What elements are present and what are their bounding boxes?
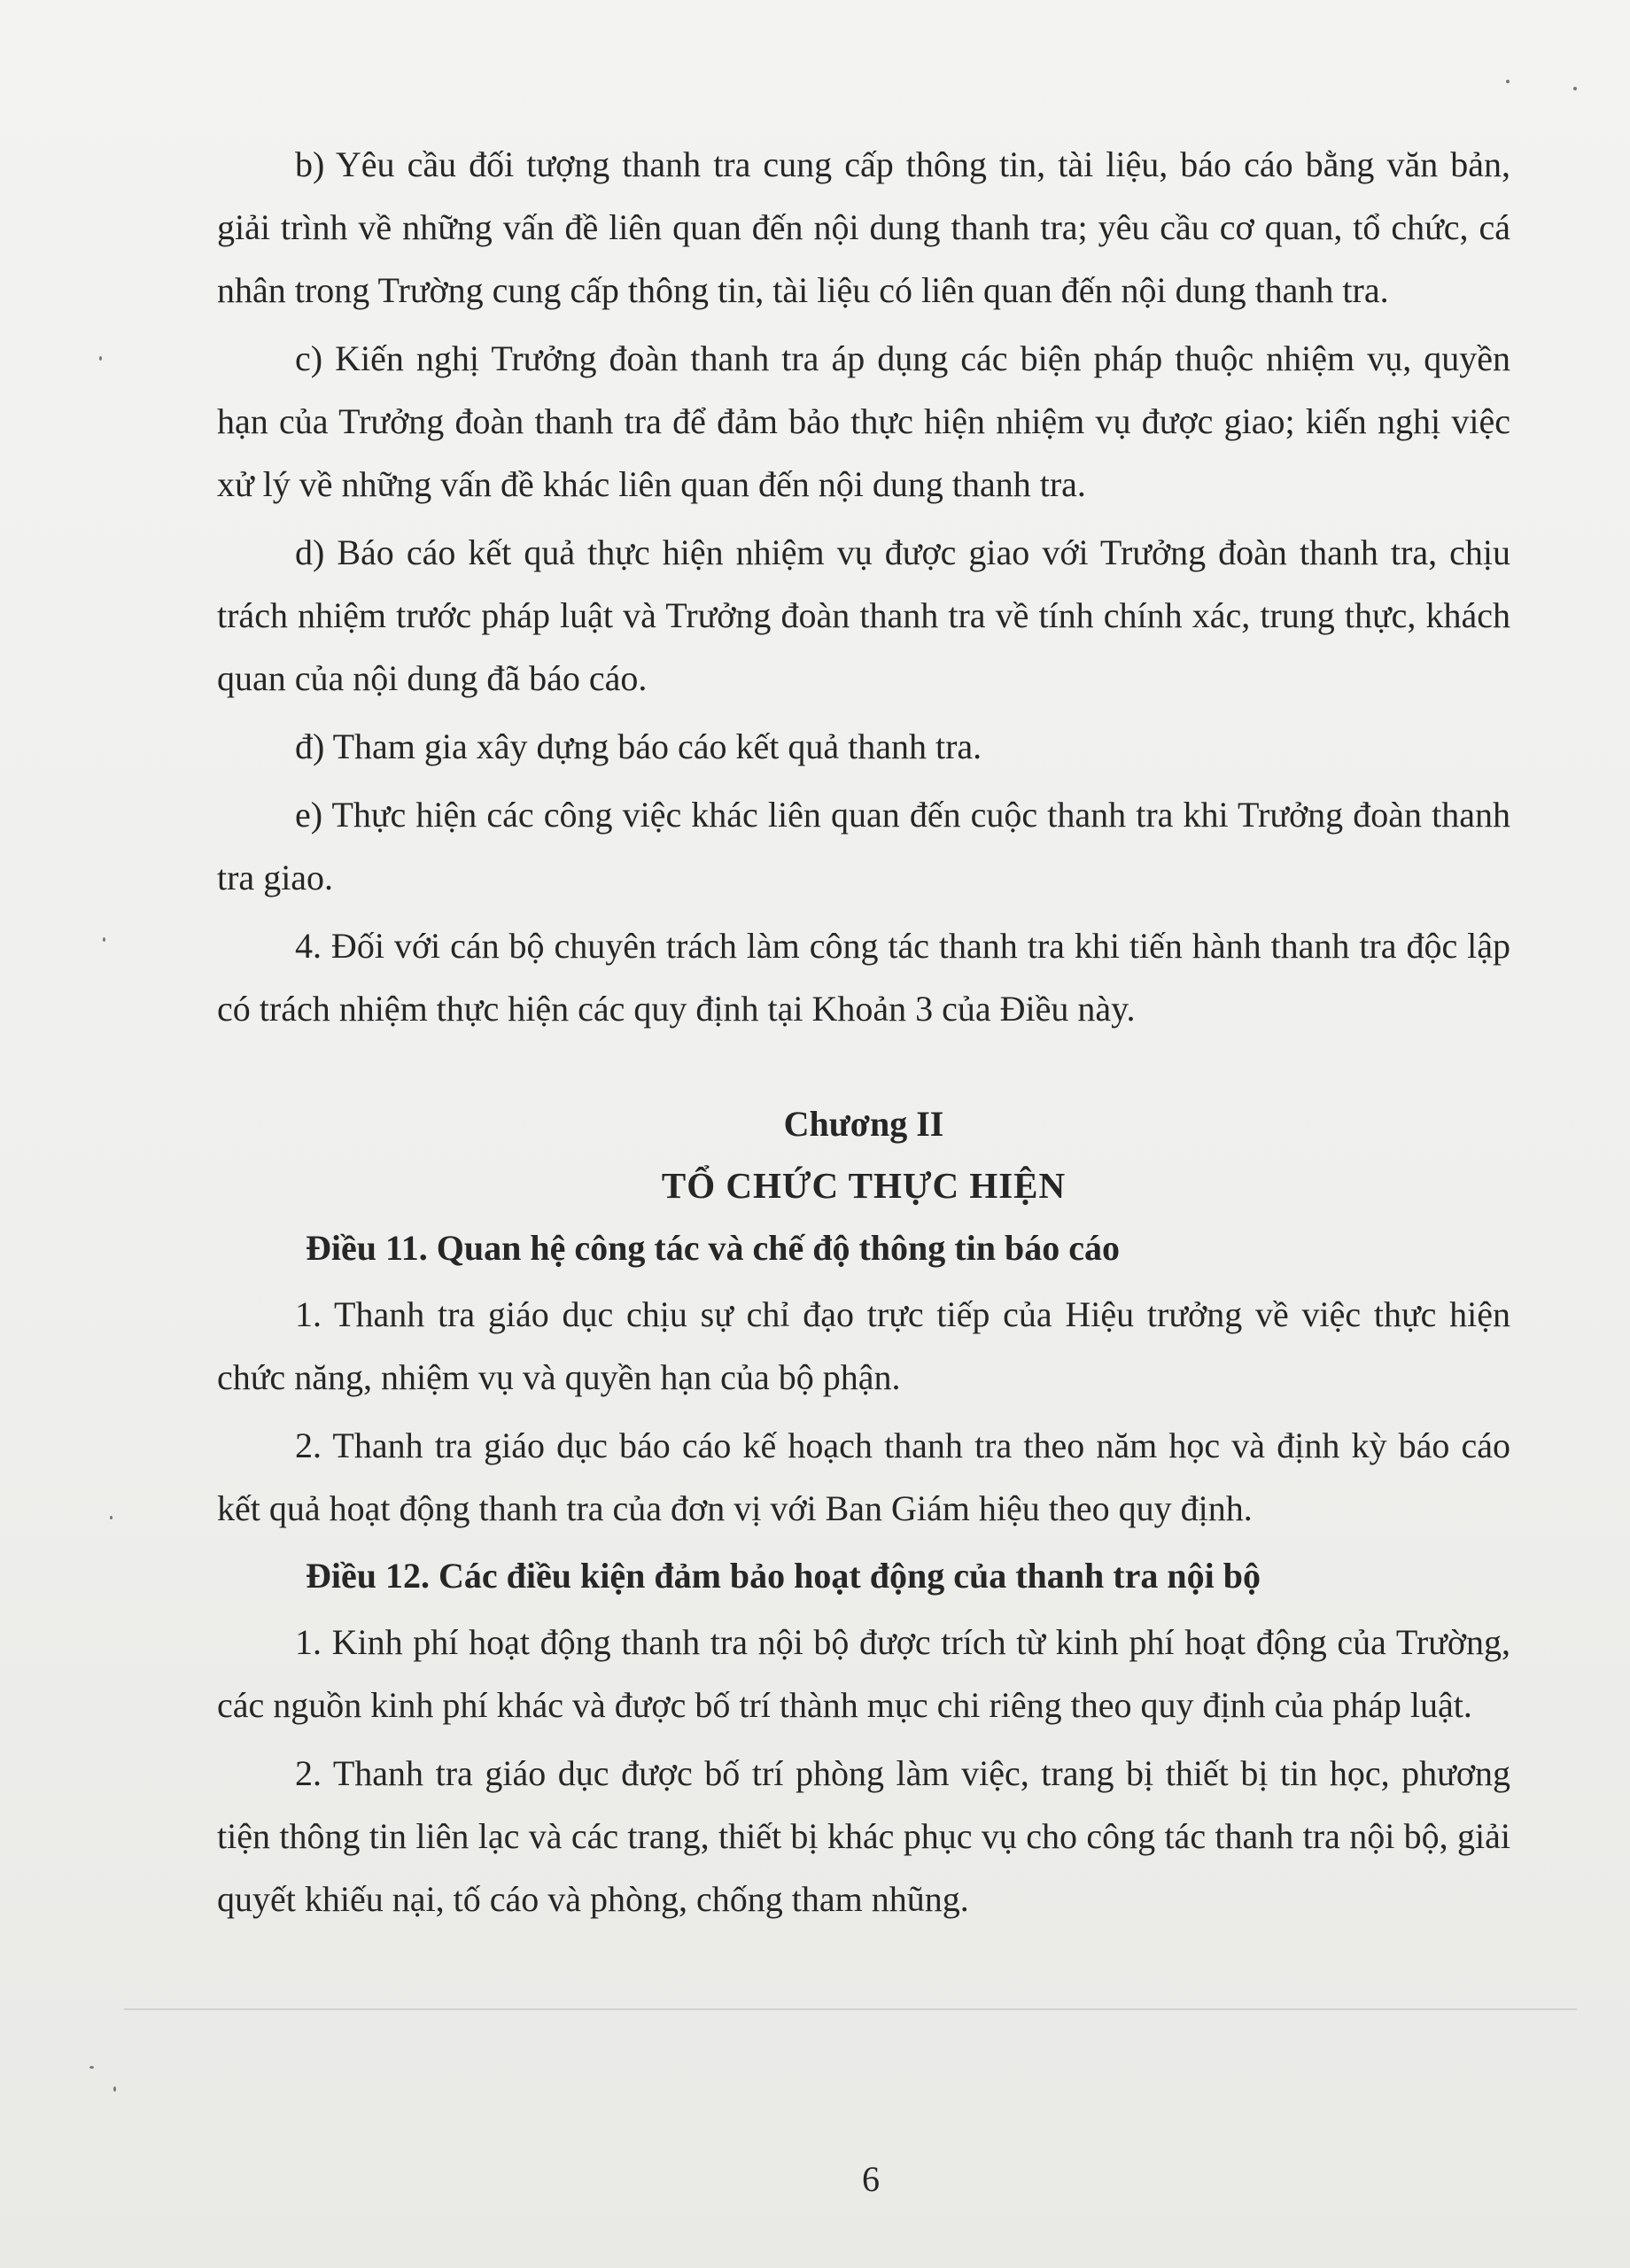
article-11-paragraph-2: 2. Thanh tra giáo dục báo cáo kế hoạch thanh tra theo năm học và định kỳ báo cáo kết quả hoạt động thanh tra của đơn vị với Ban Giám hiệu theo quy định. — [217, 1425, 1510, 1528]
paragraph-clause-dd: đ) Tham gia xây dựng báo cáo kết quả thanh tra. — [295, 726, 982, 766]
chapter-title: TỔ CHỨC THỰC HIỆN — [661, 1165, 1067, 1206]
paragraph-clause-d: d) Báo cáo kết quả thực hiện nhiệm vụ được giao với Trưởng đoàn thanh tra, chịu trách nhiệm trước pháp luật và Trưởng đoàn thanh tra về tính chính xác, trung thực, khách quan của nội dung đã báo cáo. — [217, 532, 1510, 698]
article-11-paragraph-1: 1. Thanh tra giáo dục chịu sự chỉ đạo trực tiếp của Hiệu trưởng về việc thực hiện chức năng, nhiệm vụ và quyền hạn của bộ phận. — [217, 1294, 1510, 1397]
article-11-heading: Điều 11. Quan hệ công tác và chế độ thông tin báo cáo — [306, 1228, 1120, 1268]
scan-speck — [103, 937, 105, 942]
chapter-label: Chương II — [783, 1104, 944, 1144]
paragraph-clause-c: c) Kiến nghị Trưởng đoàn thanh tra áp dụng các biện pháp thuộc nhiệm vụ, quyền hạn của Trưởng đoàn thanh tra để đảm bảo thực hiện nhiệm vụ được giao; kiến nghị việc xử lý về những vấn đề khác liên quan đến nội dung thanh tra. — [217, 338, 1510, 504]
paragraph-clause-e: e) Thực hiện các công việc khác liên quan đến cuộc thanh tra khi Trưởng đoàn thanh tra giao. — [217, 795, 1510, 897]
paragraph-clause-b: b) Yêu cầu đối tượng thanh tra cung cấp thông tin, tài liệu, báo cáo bằng văn bản, giải trình về những vấn đề liên quan đến nội dung thanh tra; yêu cầu cơ quan, tổ chức, cá nhân trong Trường cung cấp thông tin, tài liệu có liên quan đến nội dung thanh tra. — [217, 144, 1510, 310]
scan-speck — [110, 1516, 113, 1519]
scan-speck — [99, 356, 102, 361]
fold-line — [124, 2008, 1577, 2010]
article-12-heading: Điều 12. Các điều kiện đảm bảo hoạt động của thanh tra nội bộ — [306, 1556, 1261, 1596]
scan-speck — [1506, 80, 1510, 83]
article-12-paragraph-1: 1. Kinh phí hoạt động thanh tra nội bộ được trích từ kinh phí hoạt động của Trường, các nguồn kinh phí khác và được bố trí thành mục chi riêng theo quy định của pháp luật. — [217, 1622, 1510, 1725]
scan-speck — [1573, 87, 1577, 90]
document-body — [217, 133, 1510, 1936]
scan-speck — [113, 2086, 116, 2092]
article-12-paragraph-2: 2. Thanh tra giáo dục được bố trí phòng làm việc, trang bị thiết bị tin học, phương tiện thông tin liên lạc và các trang, thiết bị khác phục vụ cho công tác thanh tra nội bộ, giải quyết khiếu nại, tố cáo và phòng, chống tham nhũng. — [217, 1753, 1510, 1919]
paragraph-item-4: 4. Đối với cán bộ chuyên trách làm công tác thanh tra khi tiến hành thanh tra độc lập có trách nhiệm thực hiện các quy định tại Khoản 3 của Điều này. — [217, 926, 1510, 1029]
page-number: 6 — [862, 2159, 880, 2199]
scan-speck — [89, 2066, 94, 2069]
